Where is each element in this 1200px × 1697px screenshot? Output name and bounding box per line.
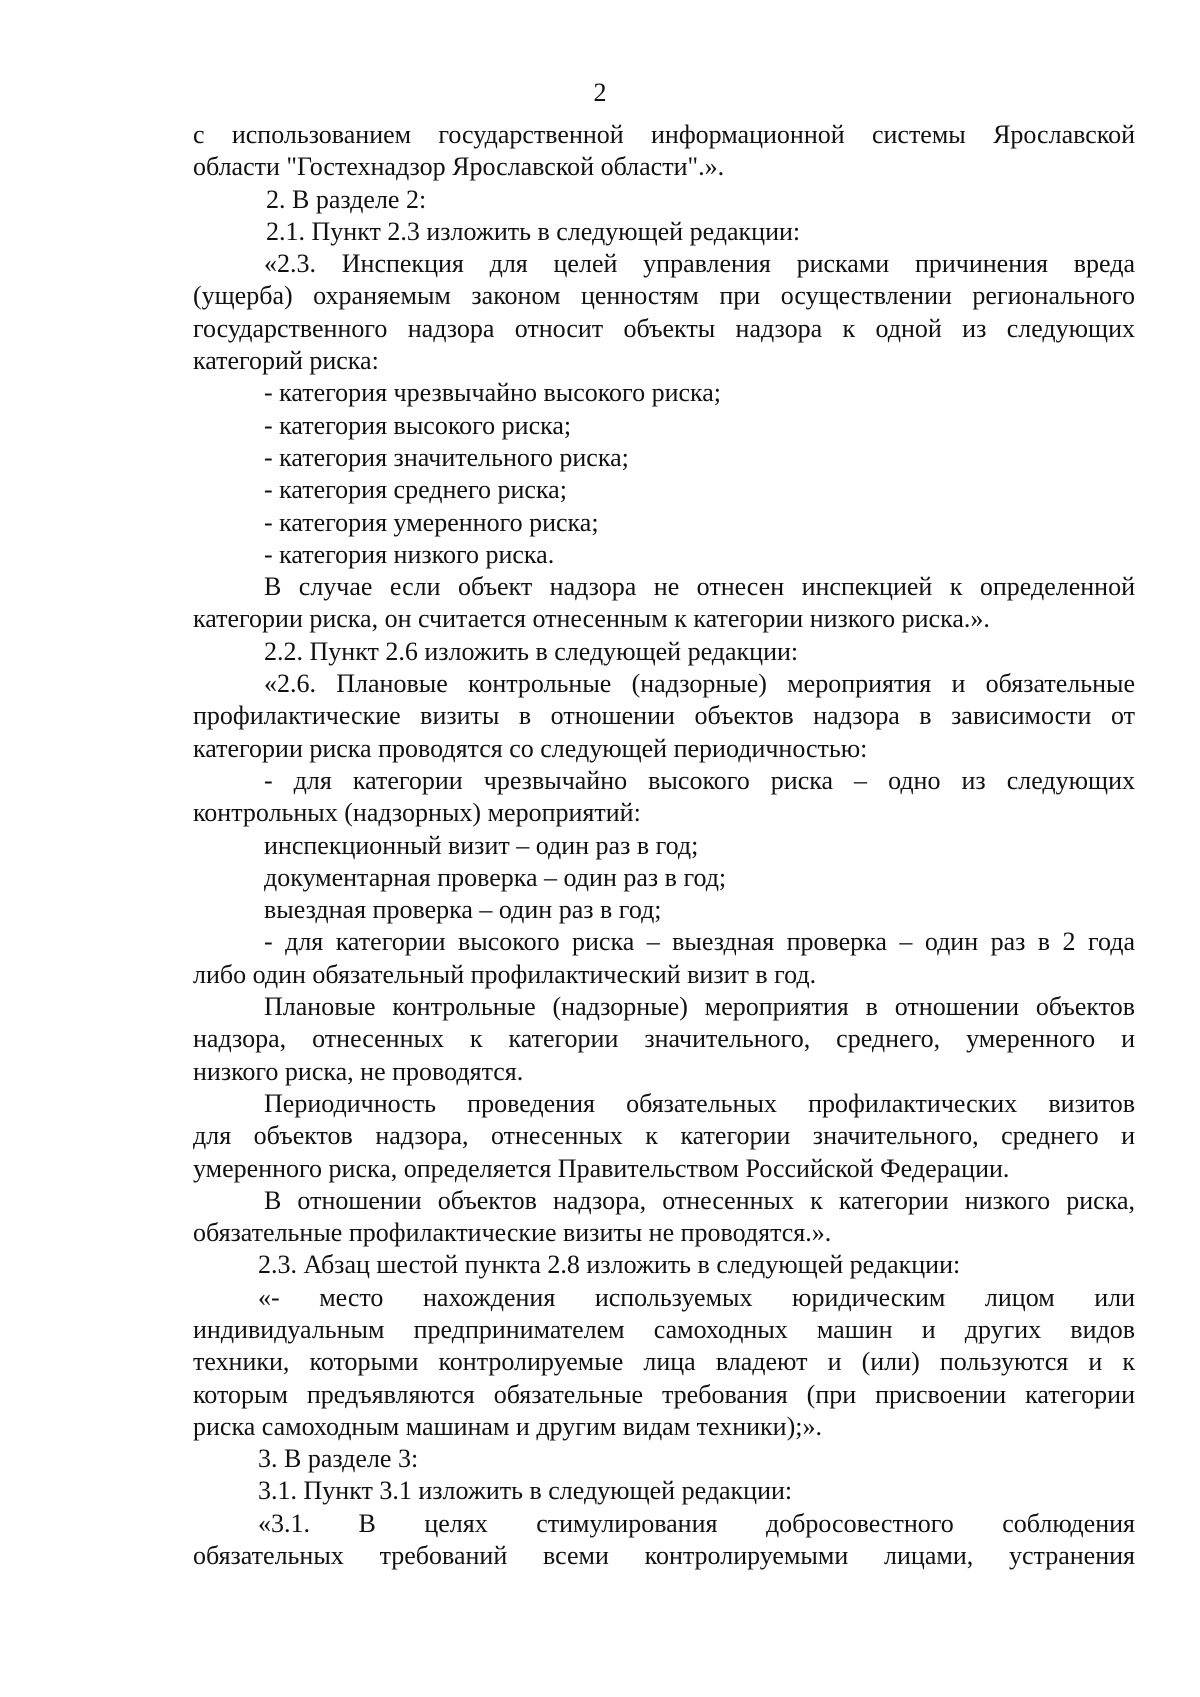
text-line: - категория значительного риска;	[264, 442, 629, 472]
text-line: области "Гостехнадзор Ярославской области".».	[193, 152, 725, 182]
text-line: «2.6. Плановые контрольные (надзорные) мероприятия и обязательные	[264, 669, 1135, 699]
text-line: «3.1. В целях стимулирования добросовестного соблюдения	[258, 1508, 1135, 1538]
text-line: Периодичность проведения обязательных профилактических визитов	[264, 1088, 1135, 1118]
page-number: 2	[593, 78, 607, 107]
text-line: обязательные профилактические визиты не проводятся.».	[193, 1218, 832, 1248]
text-line: выездная проверка – один раз в год;	[264, 895, 662, 925]
text-line: контрольных (надзорных) мероприятий:	[193, 798, 641, 828]
text-line: для объектов надзора, отнесенных к категории значительного, среднего и	[193, 1121, 1135, 1151]
text-line: которым предъявляются обязательные требования (при присвоении категории	[193, 1379, 1135, 1409]
text-line: низкого риска, не проводятся.	[193, 1056, 524, 1086]
text-line: «- место нахождения используемых юридическим лицом или	[258, 1282, 1135, 1312]
text-line: индивидуальным предпринимателем самоходных машин и других видов	[193, 1314, 1135, 1344]
text-line: (ущерба) охраняемым законом ценностям при осуществлении регионального	[193, 281, 1135, 311]
text-line: - категория высокого риска;	[264, 410, 572, 440]
text-line: 2.3. Абзац шестой пункта 2.8 изложить в следующей редакции:	[258, 1250, 961, 1280]
text-line: 3.1. Пункт 3.1 изложить в следующей редакции:	[258, 1476, 793, 1506]
text-line: - категория среднего риска;	[264, 475, 567, 505]
text-line: надзора, отнесенных к категории значительного, среднего, умеренного и	[193, 1024, 1135, 1054]
text-line: документарная проверка – один раз в год;	[264, 862, 727, 892]
text-line: инспекционный визит – один раз в год;	[264, 830, 699, 860]
text-line: обязательных требований всеми контролируемыми лицами, устранения	[193, 1541, 1135, 1571]
text-line: умеренного риска, определяется Правительством Российской Федерации.	[193, 1153, 1010, 1183]
text-line: - категория низкого риска.	[264, 539, 555, 569]
text-line: категории риска, он считается отнесенным к категории низкого риска.».	[193, 604, 990, 634]
text-line: В случае если объект надзора не отнесен инспекцией к определенной	[264, 572, 1135, 602]
document-body	[193, 119, 1135, 1572]
text-line: - для категории чрезвычайно высокого риска – одно из следующих	[264, 765, 1135, 795]
text-line: - для категории высокого риска – выездная проверка – один раз в 2 года	[264, 927, 1135, 957]
text-line: риска самоходным машинам и другим видам техники);».	[193, 1411, 822, 1441]
text-line: с использованием государственной информационной системы Ярославской	[193, 120, 1135, 149]
text-line: - категория умеренного риска;	[264, 507, 599, 537]
text-line: - категория чрезвычайно высокого риска;	[264, 378, 722, 408]
text-line: техники, которыми контролируемые лица владеют и (или) пользуются и к	[193, 1347, 1135, 1377]
text-line: 2.2. Пункт 2.6 изложить в следующей редакции:	[264, 636, 799, 666]
text-line: В отношении объектов надзора, отнесенных к категории низкого риска,	[264, 1185, 1135, 1215]
text-line: либо один обязательный профилактический визит в год.	[193, 959, 817, 989]
text-line: Плановые контрольные (надзорные) мероприятия в отношении объектов	[264, 992, 1135, 1022]
text-line: государственного надзора относит объекты надзора к одной из следующих	[193, 313, 1135, 343]
text-line: 2.1. Пункт 2.3 изложить в следующей редакции:	[266, 216, 801, 246]
text-line: 3. В разделе 3:	[258, 1444, 419, 1474]
text-line: 2. В разделе 2:	[266, 184, 427, 214]
text-line: профилактические визиты в отношении объектов надзора в зависимости от	[193, 701, 1135, 731]
text-line: категорий риска:	[193, 346, 379, 376]
text-line: категории риска проводятся со следующей периодичностью:	[193, 733, 868, 763]
text-line: «2.3. Инспекция для целей управления рисками причинения вреда	[264, 249, 1135, 279]
